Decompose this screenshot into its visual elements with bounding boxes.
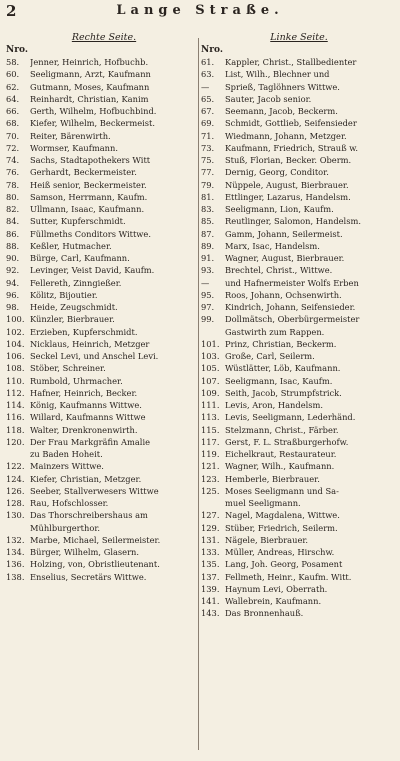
house-number: 103. — [201, 351, 220, 361]
list-item — [201, 105, 397, 117]
list-item — [6, 424, 202, 436]
house-number: 107. — [201, 375, 220, 386]
house-number: 96. — [6, 289, 20, 300]
list-item — [201, 142, 397, 154]
list-item — [201, 228, 397, 240]
page-title: Lange Straße. — [116, 3, 284, 18]
list-item — [6, 497, 202, 509]
list-item — [201, 68, 397, 80]
resident-entry: Mühlburgerthor. — [30, 522, 101, 533]
house-number: 65. — [201, 93, 215, 104]
list-item — [201, 215, 397, 227]
list-item — [201, 546, 397, 558]
resident-entry: Hafner, Heinrich, Becker. — [30, 387, 138, 398]
resident-entry: Walter, Drenkronenwirth. — [30, 424, 138, 435]
list-item — [6, 105, 202, 117]
house-number: 79. — [201, 179, 215, 190]
list-item — [6, 191, 202, 203]
list-item — [6, 289, 202, 301]
list-item — [201, 117, 397, 129]
list-item — [6, 154, 202, 166]
list-item — [201, 338, 397, 350]
resident-entry: Sauter, Jacob senior. — [225, 93, 312, 104]
list-item — [6, 362, 202, 374]
page-header — [0, 0, 400, 22]
house-number: 95. — [201, 289, 215, 300]
resident-entry: Wallebrein, Kaufmann. — [225, 596, 322, 606]
house-number: 113. — [201, 412, 220, 423]
resident-entry: muel Seeligmann. — [225, 498, 301, 508]
resident-entry: Rumbold, Uhrmacher. — [30, 375, 123, 386]
house-number: 97. — [201, 302, 215, 312]
house-number: 64. — [6, 93, 20, 104]
resident-entry: Kindrich, Johann, Seifensieder. — [225, 302, 356, 312]
resident-entry: Nagel, Magdalena, Wittwe. — [225, 510, 340, 521]
house-number: — — [201, 81, 210, 92]
list-item — [201, 558, 397, 570]
list-item — [6, 203, 202, 215]
list-item — [6, 252, 202, 264]
resident-entry: Haynum Levi, Oberrath. — [225, 583, 328, 594]
list-item — [201, 289, 397, 301]
resident-entry: Nicklaus, Heinrich, Metzger — [30, 338, 150, 349]
list-item — [6, 240, 202, 252]
house-number: 92. — [6, 265, 20, 276]
house-number: 99. — [201, 314, 215, 325]
list-item — [6, 264, 202, 276]
resident-entry: Jenner, Heinrich, Hofbuchb. — [30, 57, 149, 67]
house-number: 74. — [6, 155, 20, 165]
house-number: 115. — [201, 424, 220, 435]
resident-entry: Levinger, Veist David, Kaufm. — [30, 265, 155, 276]
left-column — [6, 32, 202, 583]
resident-entry: Wiedmann, Johann, Metzger. — [225, 130, 347, 141]
list-item — [201, 595, 397, 607]
house-number: 135. — [201, 559, 220, 570]
list-item — [6, 166, 202, 178]
house-number: 111. — [201, 400, 220, 410]
resident-entry: Stüber, Friedrich, Seilerm. — [225, 522, 338, 533]
list-item — [6, 228, 202, 240]
list-item — [201, 375, 397, 387]
house-number: 139. — [201, 583, 220, 594]
resident-entry: Dollmätsch, Oberbürgermeister — [225, 314, 360, 325]
house-number: 125. — [201, 485, 220, 496]
resident-entry: Künzler, Bierbrauer. — [30, 314, 115, 325]
resident-entry: Mainzers Wittwe. — [30, 461, 104, 472]
list-item — [6, 509, 202, 521]
list-item — [201, 166, 397, 178]
house-number: 112. — [6, 387, 25, 398]
list-item — [201, 191, 397, 203]
house-number: 138. — [6, 571, 25, 582]
house-number: 104. — [6, 338, 25, 349]
house-number: 86. — [6, 228, 20, 239]
list-item — [6, 411, 202, 423]
house-number — [201, 497, 225, 509]
list-item — [201, 350, 397, 362]
resident-entry: Seeligmann, Isac, Kaufm. — [225, 375, 333, 386]
list-item — [201, 497, 397, 509]
resident-entry: Seemann, Jacob, Beckerm. — [225, 106, 338, 116]
resident-entry: Nüppele, August, Bierbrauer. — [225, 179, 349, 190]
list-item — [6, 81, 202, 93]
house-number: 118. — [6, 424, 25, 435]
resident-entry: Bürger, Wilhelm, Glasern. — [30, 547, 140, 557]
list-item — [201, 81, 397, 93]
resident-entry: Große, Carl, Seilerm. — [225, 351, 315, 361]
house-number: 81. — [201, 191, 215, 202]
resident-entry: List, Wilh., Blechner und — [225, 69, 330, 80]
house-number: 124. — [6, 473, 25, 484]
house-number: 94. — [6, 277, 20, 288]
house-number: 93. — [201, 265, 215, 276]
list-item — [6, 130, 202, 142]
house-number: 84. — [6, 216, 20, 227]
list-item — [201, 56, 397, 68]
house-number: 70. — [6, 130, 20, 141]
resident-entry: und Hafnermeister Wolfs Erben — [225, 277, 359, 288]
list-item — [201, 473, 397, 485]
resident-entry: Heide, Zeugschmidt. — [30, 302, 118, 312]
resident-entry: Samson, Herrmann, Kaufm. — [30, 191, 148, 202]
house-number: 122. — [6, 461, 25, 472]
list-item — [201, 509, 397, 521]
list-item — [201, 93, 397, 105]
house-number: 110. — [6, 375, 25, 386]
resident-entry: Stuß, Florian, Becker. Oberm. — [225, 155, 352, 165]
list-item — [6, 313, 202, 325]
house-number: 105. — [201, 363, 220, 374]
house-number: 143. — [201, 608, 220, 619]
list-item — [6, 522, 202, 534]
list-item — [6, 534, 202, 546]
resident-entry: Reutlinger, Salomon, Handelsm. — [225, 216, 361, 227]
list-item — [6, 277, 202, 289]
list-item — [6, 571, 202, 583]
resident-entry: Schmidt, Gottlieb, Seifensieder — [225, 118, 357, 129]
house-number: 77. — [201, 167, 215, 178]
house-number: 89. — [201, 240, 215, 251]
house-number: 132. — [6, 534, 25, 545]
resident-entry: Heiß senior, Beckermeister. — [30, 179, 147, 190]
house-number: 58. — [6, 57, 20, 67]
list-item — [201, 436, 397, 448]
house-number: 60. — [6, 69, 20, 80]
list-item — [6, 387, 202, 399]
resident-entry: Levis, Aron, Handelsm. — [225, 400, 324, 410]
resident-entry: Wüstlätter, Löb, Kaufmann. — [225, 363, 341, 374]
resident-entry: Dernig, Georg, Conditor. — [225, 167, 329, 178]
resident-entry: Willard, Kaufmanns Wittwe — [30, 412, 146, 423]
house-number: 127. — [201, 510, 220, 521]
house-number: 123. — [201, 473, 220, 484]
house-number: 109. — [201, 387, 220, 398]
list-item — [201, 264, 397, 276]
house-number: 133. — [201, 547, 220, 557]
house-number: 85. — [201, 216, 215, 227]
right-column — [201, 32, 397, 620]
house-number: 87. — [201, 228, 215, 239]
list-item — [201, 411, 397, 423]
house-number: 117. — [201, 436, 220, 447]
resident-entry: Wagner, August, Bierbrauer. — [225, 253, 345, 263]
house-number: 82. — [6, 204, 20, 214]
house-number: 73. — [201, 142, 215, 153]
list-item — [6, 436, 202, 448]
right-nro-label: Nro. — [201, 45, 223, 55]
left-nro-label: Nro. — [6, 45, 28, 55]
resident-entry: Reinhardt, Christian, Kanim — [30, 93, 149, 104]
list-item — [201, 362, 397, 374]
list-item — [6, 473, 202, 485]
list-item — [201, 313, 397, 325]
resident-entry: Moses Seeligmann und Sa- — [225, 485, 339, 496]
house-number: 98. — [6, 302, 20, 312]
resident-entry: Nägele, Bierbrauer. — [225, 534, 309, 545]
left-column-heading: Rechte Seite. — [71, 32, 137, 43]
resident-entry: zu Baden Hoheit. — [30, 449, 103, 459]
resident-entry: Sutter, Kupferschmidt. — [30, 216, 126, 227]
list-item — [201, 130, 397, 142]
house-number: 129. — [201, 522, 220, 533]
list-item — [6, 338, 202, 350]
resident-entry: Gastwirth zum Rappen. — [225, 326, 325, 337]
list-item — [201, 387, 397, 399]
resident-entry: Eichelkraut, Restaurateur. — [225, 449, 337, 459]
resident-entry: Hemberle, Bierbrauer. — [225, 473, 320, 484]
house-number: — — [201, 277, 210, 288]
resident-entry: Reiter, Bärenwirth. — [30, 130, 111, 141]
resident-entry: Rau, Hofschlosser. — [30, 498, 109, 508]
resident-entry: Stelzmann, Christ., Färber. — [225, 424, 339, 435]
house-number: 114. — [6, 400, 25, 410]
house-number — [6, 522, 30, 534]
list-item — [201, 326, 397, 338]
house-number: 75. — [201, 155, 215, 165]
resident-entry: Roos, Johann, Ochsenwirth. — [225, 289, 342, 300]
house-number: 126. — [6, 485, 25, 496]
resident-entry: König, Kaufmanns Wittwe. — [30, 400, 142, 410]
house-number — [201, 326, 225, 338]
list-item — [201, 301, 397, 313]
house-number: 61. — [201, 57, 215, 67]
list-item — [201, 571, 397, 583]
resident-entry: Sachs, Stadtapothekers Witt — [30, 155, 151, 165]
house-number: 90. — [6, 253, 20, 263]
list-item — [201, 583, 397, 595]
house-number: 134. — [6, 547, 25, 557]
list-item — [6, 215, 202, 227]
house-number — [6, 448, 30, 460]
house-number: 63. — [201, 69, 215, 80]
house-number: 136. — [6, 559, 25, 570]
house-number: 62. — [6, 81, 20, 92]
resident-entry: Kiefer, Christian, Metzger. — [30, 473, 142, 484]
resident-entry: Seeber, Stallverwesers Wittwe — [30, 485, 159, 496]
resident-entry: Gerhardt, Beckermeister. — [30, 167, 137, 178]
house-number: 119. — [201, 449, 220, 459]
resident-entry: Erzieben, Kupferschmidt. — [30, 326, 138, 337]
house-number: 106. — [6, 351, 25, 361]
resident-entry: Gerst, F. L. Straßburgerhofw. — [225, 436, 349, 447]
resident-entry: Kölitz, Bijoutier. — [30, 289, 98, 300]
list-item — [201, 179, 397, 191]
resident-entry: Kappler, Christ., Stallbedienter — [225, 57, 357, 67]
resident-entry: Der Frau Markgräfin Amalie — [30, 436, 151, 447]
list-item — [6, 546, 202, 558]
list-item — [6, 375, 202, 387]
resident-entry: Holzing, von, Obristlieutenant. — [30, 559, 160, 570]
list-item — [6, 326, 202, 338]
house-number: 102. — [6, 326, 25, 337]
list-item — [201, 607, 397, 619]
list-item — [6, 179, 202, 191]
list-item — [201, 252, 397, 264]
house-number: 88. — [6, 240, 20, 251]
resident-entry: Seeligmann, Arzt, Kaufmann — [30, 69, 151, 80]
house-number: 120. — [6, 436, 25, 447]
resident-entry: Gamm, Johann, Seilermeist. — [225, 228, 343, 239]
list-item — [6, 142, 202, 154]
house-number: 69. — [201, 118, 215, 129]
resident-entry: Marbe, Michael, Seilermeister. — [30, 534, 161, 545]
list-item — [6, 448, 202, 460]
resident-entry: Enselius, Secretärs Wittwe. — [30, 571, 147, 582]
resident-entry: Füllmeths Conditors Wittwe. — [30, 228, 151, 239]
house-number: 137. — [201, 571, 220, 582]
house-number: 67. — [201, 106, 215, 116]
list-item — [201, 460, 397, 472]
resident-entry: Marx, Isac, Handelsm. — [225, 240, 320, 251]
list-item — [201, 522, 397, 534]
resident-entry: Sprieß, Taglöhners Wittwe. — [225, 81, 340, 92]
right-column-heading: Linke Seite. — [270, 32, 328, 43]
house-number: 130. — [6, 510, 25, 521]
resident-entry: Gutmann, Moses, Kaufmann — [30, 81, 150, 92]
resident-entry: Seeligmann, Lion, Kaufm. — [225, 204, 334, 214]
house-number: 121. — [201, 461, 220, 472]
resident-entry: Kiefer, Wilhelm, Beckermeist. — [30, 118, 156, 129]
resident-entry: Prinz, Christian, Beckerm. — [225, 338, 337, 349]
house-number: 108. — [6, 363, 25, 374]
house-number: 80. — [6, 191, 20, 202]
resident-entry: Das Thorschreibershaus am — [30, 510, 148, 521]
resident-entry: Fellereth, Zinngießer. — [30, 277, 122, 288]
list-item — [6, 117, 202, 129]
list-item — [6, 558, 202, 570]
resident-entry: Seckel Levi, und Anschel Levi. — [30, 351, 159, 361]
house-number: 116. — [6, 412, 25, 423]
house-number: 101. — [201, 338, 220, 349]
list-item — [201, 277, 397, 289]
house-number: 78. — [6, 179, 20, 190]
house-number: 100. — [6, 314, 25, 325]
house-number: 71. — [201, 130, 215, 141]
list-item — [6, 460, 202, 472]
resident-entry: Fellmeth, Heinr., Kaufm. Witt. — [225, 571, 352, 582]
list-item — [6, 399, 202, 411]
list-item — [6, 301, 202, 313]
list-item — [201, 203, 397, 215]
resident-entry: Das Bronnenhauß. — [225, 608, 304, 619]
list-item — [6, 350, 202, 362]
resident-entry: Stöber, Schreiner. — [30, 363, 106, 374]
resident-entry: Müller, Andreas, Hirschw. — [225, 547, 335, 557]
list-item — [6, 93, 202, 105]
house-number: 83. — [201, 204, 215, 214]
house-number: 131. — [201, 534, 220, 545]
resident-entry: Ullmann, Isaac, Kaufmann. — [30, 204, 145, 214]
resident-entry: Bürge, Carl, Kaufmann. — [30, 253, 130, 263]
resident-entry: Levis, Seeligmann, Lederhänd. — [225, 412, 356, 423]
list-item — [201, 534, 397, 546]
left-rows — [6, 56, 202, 583]
house-number: 76. — [6, 167, 20, 178]
page-number: 2 — [6, 2, 17, 20]
house-number: 72. — [6, 142, 20, 153]
list-item — [201, 240, 397, 252]
right-rows — [201, 56, 397, 620]
house-number: 141. — [201, 596, 220, 606]
house-number: 68. — [6, 118, 20, 129]
list-item — [6, 68, 202, 80]
resident-entry: Wormser, Kaufmann. — [30, 142, 118, 153]
house-number: 91. — [201, 253, 215, 263]
resident-entry: Wagner, Wilh., Kaufmann. — [225, 461, 335, 472]
resident-entry: Gerth, Wilhelm, Hofbuchbind. — [30, 106, 157, 116]
list-item — [201, 485, 397, 497]
resident-entry: Lang, Joh. Georg, Posament — [225, 559, 343, 570]
list-item — [201, 448, 397, 460]
house-number: 128. — [6, 498, 25, 508]
list-item — [201, 424, 397, 436]
resident-entry: Kaufmann, Friedrich, Strauß w. — [225, 142, 359, 153]
resident-entry: Ettlinger, Lazarus, Handelsm. — [225, 191, 351, 202]
resident-entry: Brechtel, Christ., Wittwe. — [225, 265, 333, 276]
list-item — [201, 154, 397, 166]
list-item — [6, 56, 202, 68]
list-item — [201, 399, 397, 411]
house-number: 66. — [6, 106, 20, 116]
resident-entry: Seith, Jacob, Strumpfstrick. — [225, 387, 342, 398]
resident-entry: Keßler, Hutmacher. — [30, 240, 112, 251]
list-item — [6, 485, 202, 497]
